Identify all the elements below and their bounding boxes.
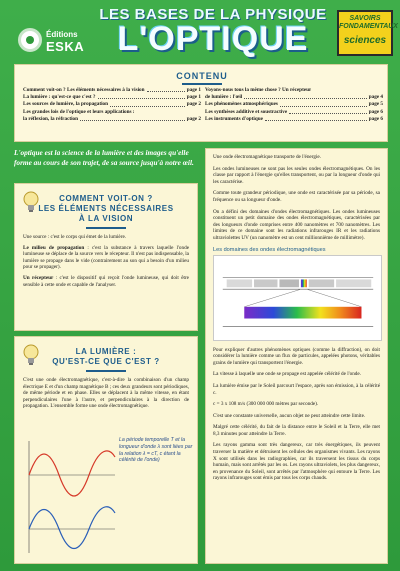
section-vision xyxy=(14,183,198,331)
lightbulb-icon xyxy=(21,343,41,367)
paragraph-receptor xyxy=(15,275,197,288)
toc-entry xyxy=(23,101,201,108)
text-medium: : c'est la substance à travers laquelle l'onde lumineuse se déplace de la source vers le récepteur. Il n'est pas indispensable, la lumière se propage dans le vide (contrairement au son qui a besoin d'un milieu pour se propager). xyxy=(23,244,189,271)
contents-title: CONTENU xyxy=(15,71,389,85)
label-receptor: Un récepteur xyxy=(23,274,54,281)
right-paragraph: Les ondes lumineuses ne sont pas les seules ondes électromagnétiques. On les classe par rapport à l'énergie qu'elles transportent, ou par la longueur d'onde qui les caractérise. xyxy=(213,165,380,185)
right-paragraph: Pour expliquer d'autres phénomènes optiques (comme la diffraction), on doit considérer la lumière comme un flux de particules, appelées photons, véritables grains de lumière qui transportent l'énergie. xyxy=(213,346,380,366)
toc-leader-dots xyxy=(280,101,367,106)
publisher-logo xyxy=(18,28,88,62)
toc-leader-dots xyxy=(110,101,185,106)
toc-entry xyxy=(205,87,383,94)
lightbulb-icon xyxy=(21,190,41,214)
toc-entry xyxy=(23,87,201,94)
paragraph-em-wave: C'est une onde électromagnétique, c'est-à-dire la combinaison d'un champ électrique E et d'un champ magnétique B ; ces deux grandeurs sont périodiques, de même période et en phase. Elles se déplacent à la même vitesse, en étant perpendiculaires l'une à l'autre, et perpendiculaires à la direction de propagation. L'ensemble forme une onde électromagnétique. xyxy=(23,377,189,410)
toc-entry-page: page 5 xyxy=(368,101,383,108)
spectrum-diagram xyxy=(213,255,382,341)
right-paragraph: Malgré cette célérité, du fait de la distance entre le Soleil et la Terre, elle met 8,3 minutes pour atteindre la Terre. xyxy=(213,424,380,437)
toc-leader-dots xyxy=(265,116,367,121)
toc-leader-dots xyxy=(98,94,185,99)
section-light-title xyxy=(15,347,197,367)
right-paragraph: La lumière émise par le Soleil parcourt l'espace, après son émission, à la célérité c. xyxy=(213,382,380,396)
toc-entry-page: page 6 xyxy=(368,115,383,122)
toc-entry-page: page 6 xyxy=(368,108,383,115)
toc-entry xyxy=(23,116,201,123)
right-paragraph: On a défini des domaines d'ondes électromagnétiques. Les ondes lumineuses constituent un petit domaine des ondes électromagnétiques, caractérisées par des longueurs d'onde comprises entre 400 nanomètres et 700 nanomètres. Les limites de ce domaine sont les radiations infrarouges IR et les radiations ultraviolettes UV (un nanomètre est un cent millionnième de millimètre). xyxy=(213,208,380,241)
toc-entry-page: page 4 xyxy=(368,94,383,101)
toc-entry-text: la réflexion, la réfraction xyxy=(23,115,79,122)
badge-collection: SAVOIRS FONDAMENTAUX xyxy=(339,15,398,30)
toc-entry-text: La lumière : qu'est-ce que c'est ? xyxy=(23,94,96,101)
section-light-title-line1: LA LUMIÈRE : xyxy=(75,347,137,356)
wave-caption: La période temporelle T et la longueur d'onde λ sont liées par la relation λ = cT, c étant la célérité de l'onde) xyxy=(119,437,193,464)
logo-editions: Éditions xyxy=(46,30,78,39)
toc-entry-text: Les sources de lumière, la propagation xyxy=(23,101,109,108)
intro-text: L'optique est la science de la lumière et des images qu'elle forme au cours de son trajet, de sa source jusqu'à notre œil. xyxy=(14,148,194,167)
text-receptor: : c'est le dispositif qui reçoit l'onde lumineuse, qui doit être sensible à cette onde et capable de l'analyser. xyxy=(23,274,189,288)
toc-entry-text: Comment voit-on ? Les éléments nécessaires à la vision xyxy=(23,87,145,93)
eska-logo-icon xyxy=(18,28,42,52)
section-vision-title-line3: À LA VISION xyxy=(78,214,134,223)
right-column xyxy=(205,148,388,564)
toc-right-column xyxy=(205,87,383,123)
toc-entry xyxy=(205,94,383,101)
toc-entry-page: page 2 xyxy=(186,115,201,122)
toc-entry-text: Les phénomènes atmosphériques xyxy=(205,101,278,108)
collection-badge xyxy=(337,10,398,56)
section-vision-title-line1: COMMENT VOIT-ON ? xyxy=(59,194,153,203)
right-paragraph: Une onde électromagnétique transporte de l'énergie. xyxy=(213,154,322,160)
toc-leader-dots xyxy=(147,87,185,92)
toc-leader-dots xyxy=(289,109,367,114)
toc-entry-text: Les instruments d'optique xyxy=(205,115,263,122)
right-paragraph: C'est une constante universelle, aucun objet ne peut atteindre cette limite. xyxy=(213,412,366,419)
toc-entry-page: page 1 xyxy=(186,94,201,101)
title-rule xyxy=(86,227,126,229)
toc-left-column xyxy=(23,87,201,123)
paragraph-medium xyxy=(15,245,197,271)
toc-entry-text: Les synthèses additive et soustractive xyxy=(205,108,288,115)
section-light xyxy=(14,336,198,564)
logo-name: ESKA xyxy=(46,39,85,54)
right-paragraph: Comme toute grandeur périodique, une onde est caractérisée par sa période, sa fréquence ou sa longueur d'onde. xyxy=(213,190,380,203)
toc-entry-text: Les grandes lois de l'optique et leurs applications : xyxy=(23,108,135,115)
section-vision-title xyxy=(15,194,197,224)
toc-entry-page: page 2 xyxy=(186,101,201,108)
toc-leader-dots xyxy=(244,94,367,99)
page-title: L'OPTIQUE xyxy=(117,20,309,58)
table-of-contents xyxy=(14,64,388,142)
title-rule xyxy=(86,370,126,372)
series-title: LES BASES DE LA PHYSIQUE xyxy=(99,6,327,23)
toc-entry xyxy=(23,94,201,101)
toc-entry-text: de lumière : l'œil xyxy=(205,94,243,101)
toc-entry xyxy=(205,101,383,108)
badge-subject: sciences xyxy=(343,35,387,46)
right-paragraph: La vitesse à laquelle une onde se propage est appelée célérité de l'onde. xyxy=(213,371,361,378)
spectrum-title: Les domaines des ondes électromagnétiques xyxy=(213,246,326,253)
toc-entry xyxy=(23,109,201,116)
paragraph-source: Une source : c'est le corps qui émet de la lumière. xyxy=(23,234,127,240)
toc-entry-page: page 1 xyxy=(186,87,201,93)
wave-diagram xyxy=(23,437,117,557)
toc-entry xyxy=(205,116,383,123)
toc-entry xyxy=(205,109,383,116)
section-vision-title-line2: LES ÉLÉMENTS NÉCESSAIRES xyxy=(38,204,174,213)
label-medium: Le milieu de propagation xyxy=(23,244,85,251)
right-paragraph: c = 3 x 108 m/s (300 000 000 mètres par seconde). xyxy=(213,401,319,408)
section-light-title-line2: QU'EST-CE QUE C'EST ? xyxy=(52,357,160,366)
right-paragraph: Les rayons gamma sont très dangereux, car très énergétiques, ils peuvent traverser la matière et détruisent les cellules des organismes vivants. Les rayons X sont utilisés dans les radiographies, car ils traversent les tissus du corps humain, mais sont arrêtés par les os. Les rayons ultraviolets, les plus dangereux, en provenance du Soleil, sont arrêtés par l'atmosphère qui entoure la Terre. Les rayons infrarouges sont émis par tous les corps chauds. xyxy=(213,442,380,482)
toc-entry-text: Voyons-nous tous la même chose ? Un récepteur xyxy=(205,87,312,93)
toc-leader-dots xyxy=(80,116,185,121)
